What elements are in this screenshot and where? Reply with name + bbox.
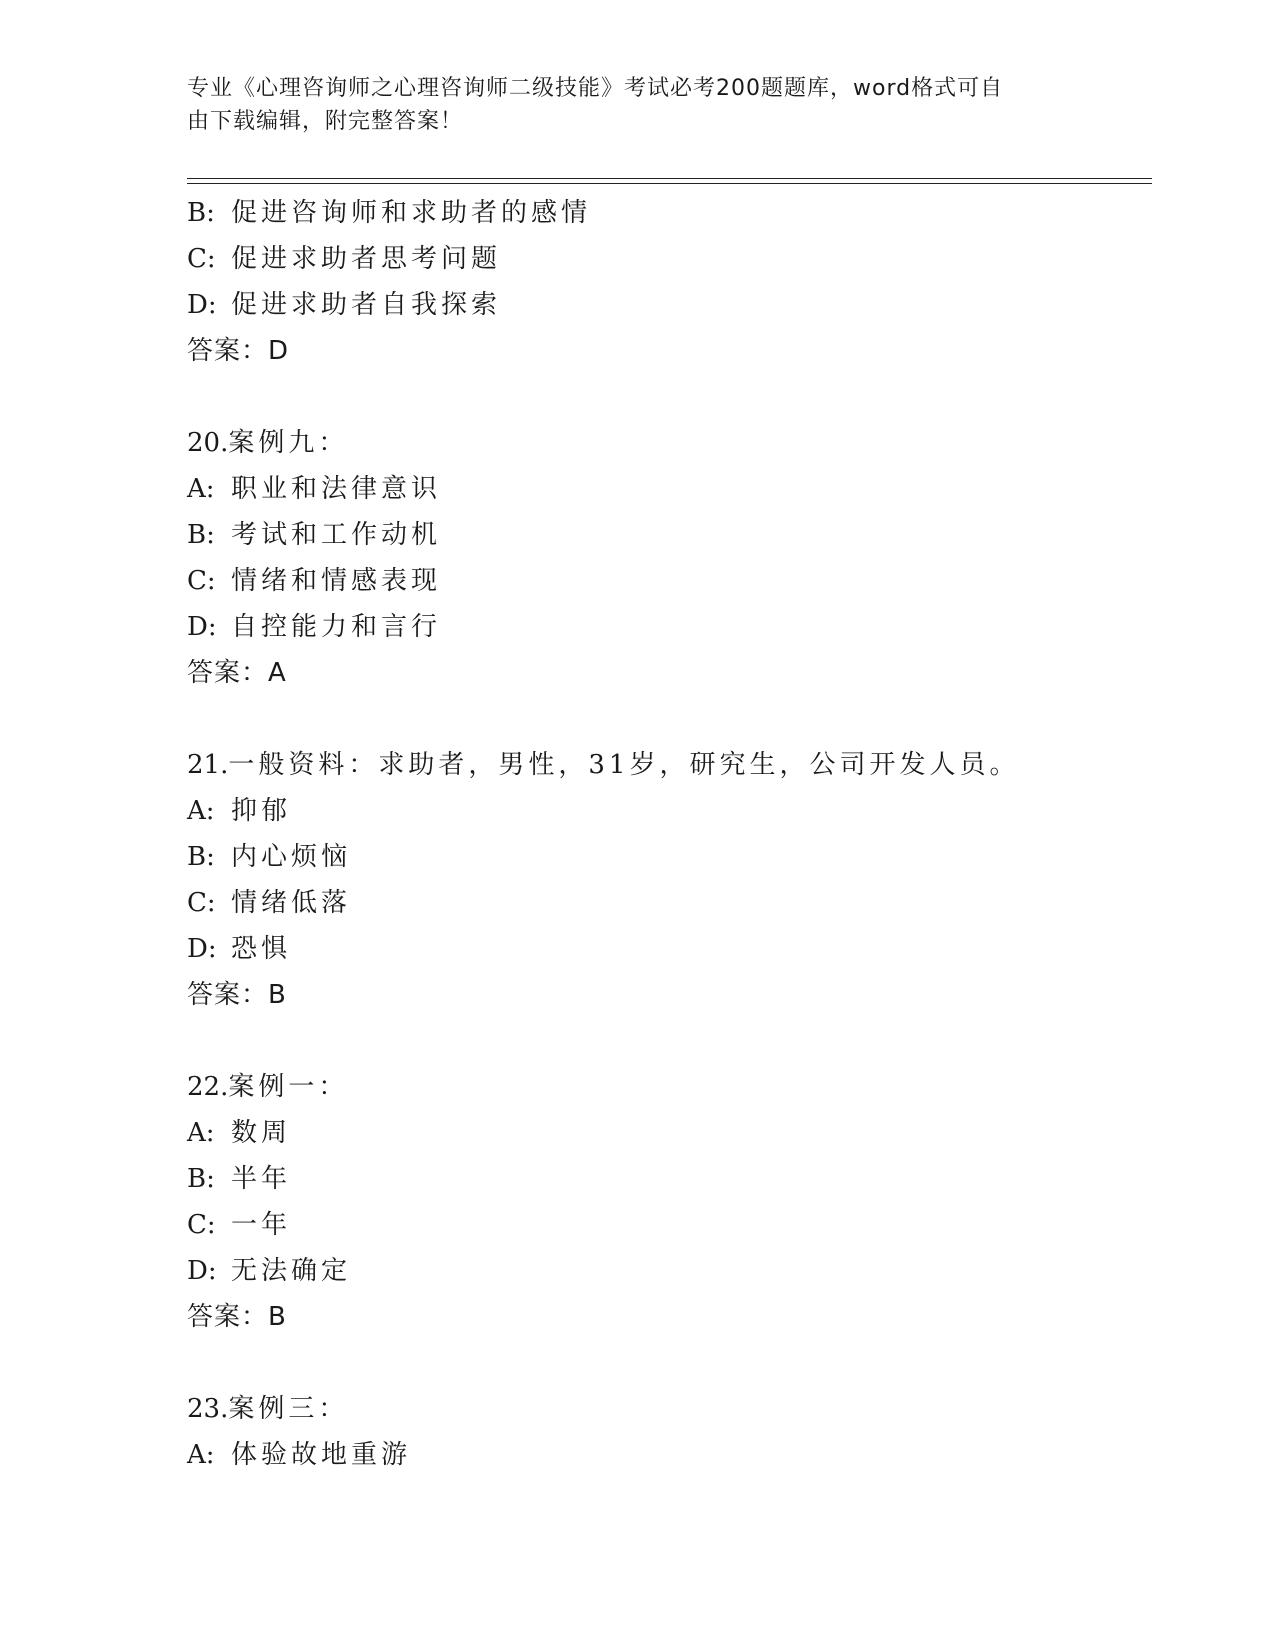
option-letter: D: — [187, 934, 217, 964]
question-item — [187, 1386, 1147, 1478]
option-text: 促进咨询师和求助者的感情 — [231, 198, 592, 228]
question-stem: 一般资料：求助者，男性，31岁，研究生，公司开发人员。 — [228, 750, 1020, 780]
option-letter: A: — [187, 474, 215, 504]
option-line — [187, 880, 1147, 926]
question-stem-line — [187, 742, 1147, 788]
option-text: 恐惧 — [231, 934, 292, 964]
spacer — [187, 696, 1147, 742]
option-letter: D: — [187, 290, 217, 320]
answer-line: 答案：A — [187, 658, 287, 688]
option-text: 考试和工作动机 — [231, 520, 442, 550]
answer-line: 答案：D — [187, 336, 290, 366]
option-line — [187, 834, 1147, 880]
option-text: 情绪和情感表现 — [231, 566, 442, 596]
option-letter: D: — [187, 612, 217, 642]
option-letter: B: — [187, 1164, 215, 1194]
option-letter: C: — [187, 888, 216, 918]
option-line — [187, 1156, 1147, 1202]
option-text: 促进求助者思考问题 — [231, 244, 502, 274]
spacer — [187, 1018, 1147, 1064]
question-stem: 案例九： — [228, 428, 349, 458]
option-line — [187, 558, 1147, 604]
option-line — [187, 236, 1147, 282]
header-line-2: 由下载编辑，附完整答案！ — [187, 109, 464, 134]
question-stem-line — [187, 1064, 1147, 1110]
option-text: 半年 — [231, 1164, 292, 1194]
option-text: 情绪低落 — [231, 888, 352, 918]
option-letter: B: — [187, 842, 215, 872]
option-letter: C: — [187, 244, 216, 274]
option-letter: C: — [187, 1210, 216, 1240]
option-line — [187, 1248, 1147, 1294]
option-text: 体验故地重游 — [231, 1440, 412, 1470]
question-stem: 案例一： — [228, 1072, 349, 1102]
answer-line: 答案：B — [187, 1302, 287, 1332]
question-number: 20. — [187, 428, 229, 458]
question-stem: 案例三： — [228, 1394, 349, 1424]
option-text: 数周 — [231, 1118, 292, 1148]
spacer — [187, 374, 1147, 420]
question-stem-line — [187, 1386, 1147, 1432]
option-text: 促进求助者自我探索 — [231, 290, 502, 320]
option-letter: C: — [187, 566, 216, 596]
option-text: 无法确定 — [231, 1256, 352, 1286]
option-line — [187, 1110, 1147, 1156]
option-line — [187, 512, 1147, 558]
option-letter: D: — [187, 1256, 217, 1286]
option-line — [187, 282, 1147, 328]
header-line-1: 专业《心理咨询师之心理咨询师二级技能》考试必考200题题库，word格式可自 — [187, 76, 1004, 101]
option-line — [187, 926, 1147, 972]
question-number: 21. — [187, 750, 229, 780]
answer-line: 答案：B — [187, 980, 287, 1010]
option-letter: B: — [187, 520, 215, 550]
header-divider-bottom — [187, 183, 1152, 184]
question-item — [187, 420, 1147, 696]
option-line — [187, 190, 1147, 236]
document-header — [187, 72, 1067, 138]
option-text: 职业和法律意识 — [231, 474, 442, 504]
question-number: 22. — [187, 1072, 229, 1102]
question-continuation — [187, 190, 1147, 374]
option-line — [187, 1202, 1147, 1248]
option-letter: A: — [187, 1118, 215, 1148]
header-divider-top — [187, 178, 1152, 179]
option-line — [187, 788, 1147, 834]
option-text: 内心烦恼 — [231, 842, 352, 872]
option-letter: A: — [187, 796, 215, 826]
question-list — [187, 190, 1147, 1478]
option-letter: A: — [187, 1440, 215, 1470]
option-text: 自控能力和言行 — [231, 612, 442, 642]
option-line — [187, 466, 1147, 512]
option-letter: B: — [187, 198, 215, 228]
question-stem-line — [187, 420, 1147, 466]
option-line — [187, 1432, 1147, 1478]
question-item — [187, 742, 1147, 1018]
spacer — [187, 1340, 1147, 1386]
question-number: 23. — [187, 1394, 229, 1424]
option-line — [187, 604, 1147, 650]
option-text: 一年 — [231, 1210, 292, 1240]
option-text: 抑郁 — [231, 796, 292, 826]
question-item — [187, 1064, 1147, 1340]
